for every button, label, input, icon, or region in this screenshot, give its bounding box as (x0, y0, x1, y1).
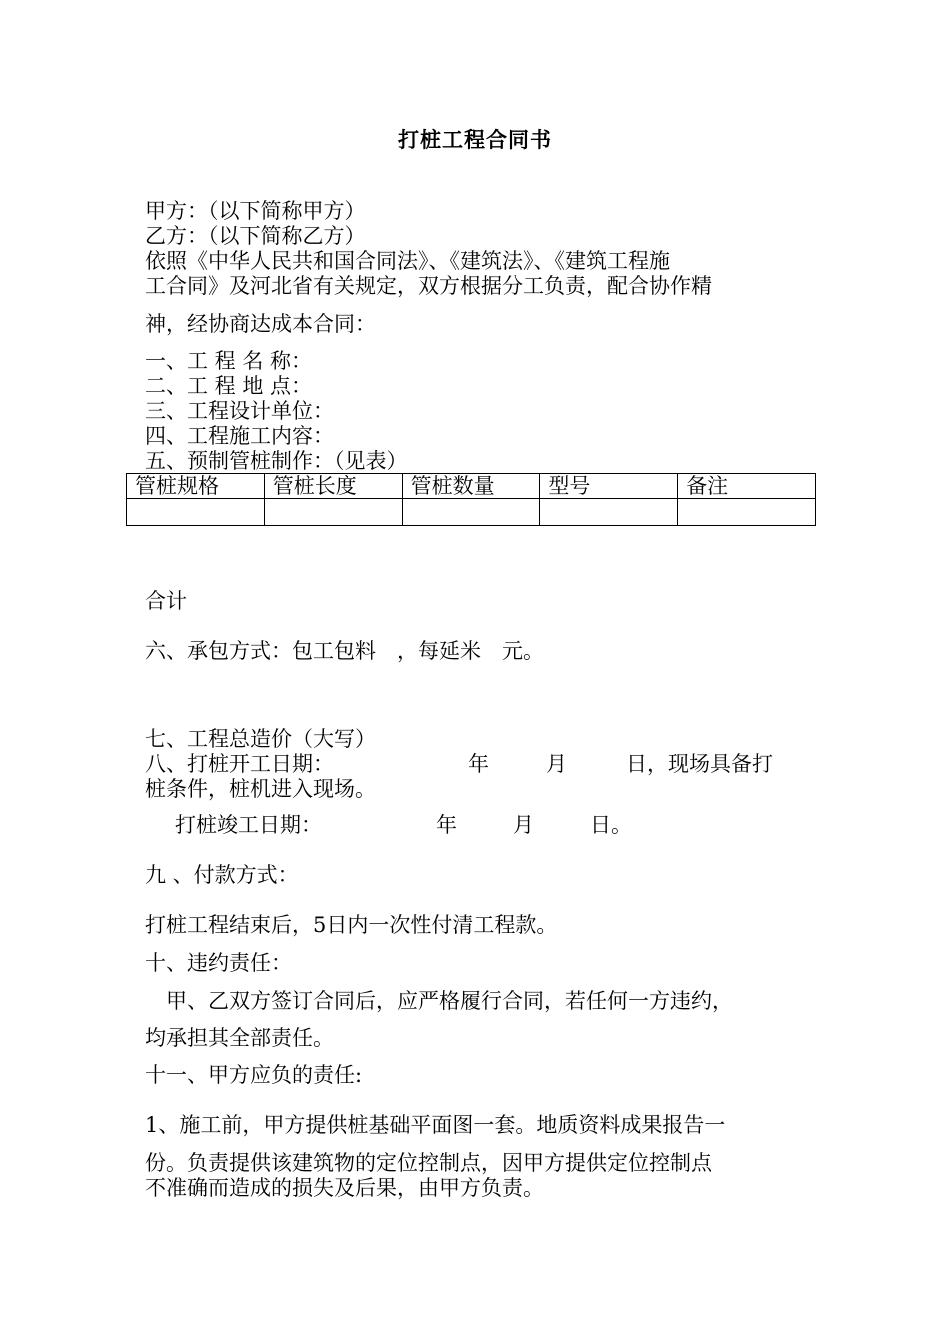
table-cell (402, 499, 540, 526)
finish-date (175, 813, 632, 838)
payment-terms: 打桩工程结束后，5日内一次性付清工程款。 (145, 913, 558, 937)
breach-line-2: 均承担其全部责任。 (145, 1026, 334, 1050)
item-construction-content: 四、工程施工内容： (145, 424, 334, 448)
table-header-cell: 备注 (678, 474, 816, 499)
pile-spec-table (126, 473, 816, 526)
duty-line-2: 份。负责提供该建筑物的定位控制点，因甲方提供定位控制点 (145, 1151, 712, 1175)
item-party-a-duties: 十一、甲方应负的责任: (145, 1063, 363, 1087)
breach-line-1: 甲、乙双方签订合同后，应严格履行合同，若任何一方违约， (145, 989, 733, 1013)
item-pile-production: 五、预制管桩制作：（见表） (145, 449, 408, 473)
table-cell (678, 499, 816, 526)
table-header-cell: 型号 (540, 474, 678, 499)
start-date-label: 八、打桩开工日期： (145, 752, 334, 776)
finish-date-day: 日。 (590, 813, 632, 837)
table-cell (127, 499, 265, 526)
intro-line-3: 神，经协商达成本合同： (145, 312, 376, 336)
table-header-row (127, 474, 816, 499)
duty-line-1: 1、施工前，甲方提供桩基础平面图一套。地质资料成果报告一 (145, 1113, 726, 1137)
party-b-line: 乙方：（以下简称乙方） (145, 224, 366, 248)
item-total-cost: 七、工程总造价（大写） (145, 727, 376, 751)
start-date-day: 日，现场具备打 (626, 752, 773, 776)
start-date-continuation: 桩条件，桩机进入现场。 (145, 777, 376, 801)
item-project-location: 二、工 程 地 点： (145, 374, 313, 398)
intro-line-1: 依照《中华人民共和国合同法》、《建筑法》、《建筑工程施 (145, 249, 670, 273)
duty-line-3: 不准确而造成的损失及后果，由甲方负责。 (145, 1176, 544, 1200)
table-row (127, 499, 816, 526)
finish-date-year: 年 (436, 813, 457, 837)
item-contract-method: 六、承包方式：包工包料 ，每延米 元。 (145, 639, 544, 663)
item-design-unit: 三、工程设计单位： (145, 399, 334, 423)
start-date-year: 年 (468, 752, 489, 776)
item-start-date (145, 752, 773, 777)
finish-date-month: 月 (513, 813, 534, 837)
table-header-cell: 管桩数量 (402, 474, 540, 499)
table-cell (540, 499, 678, 526)
item-breach-liability: 十、违约责任： (145, 951, 292, 975)
intro-line-2: 工合同》及河北省有关规定，双方根据分工负责，配合协作精 (145, 274, 712, 298)
table-header-cell: 管桩规格 (127, 474, 265, 499)
document-title: 打桩工程合同书 (398, 127, 552, 152)
item-payment-method: 九 、付款方式： (145, 863, 299, 887)
start-date-month: 月 (546, 752, 567, 776)
table-cell (264, 499, 402, 526)
party-a-line: 甲方：（以下简称甲方） (145, 199, 366, 223)
item-project-name: 一、工 程 名 称： (145, 349, 313, 373)
total-label: 合计 (145, 589, 187, 613)
table-header-cell: 管桩长度 (264, 474, 402, 499)
finish-date-label: 打桩竣工日期： (175, 813, 322, 837)
